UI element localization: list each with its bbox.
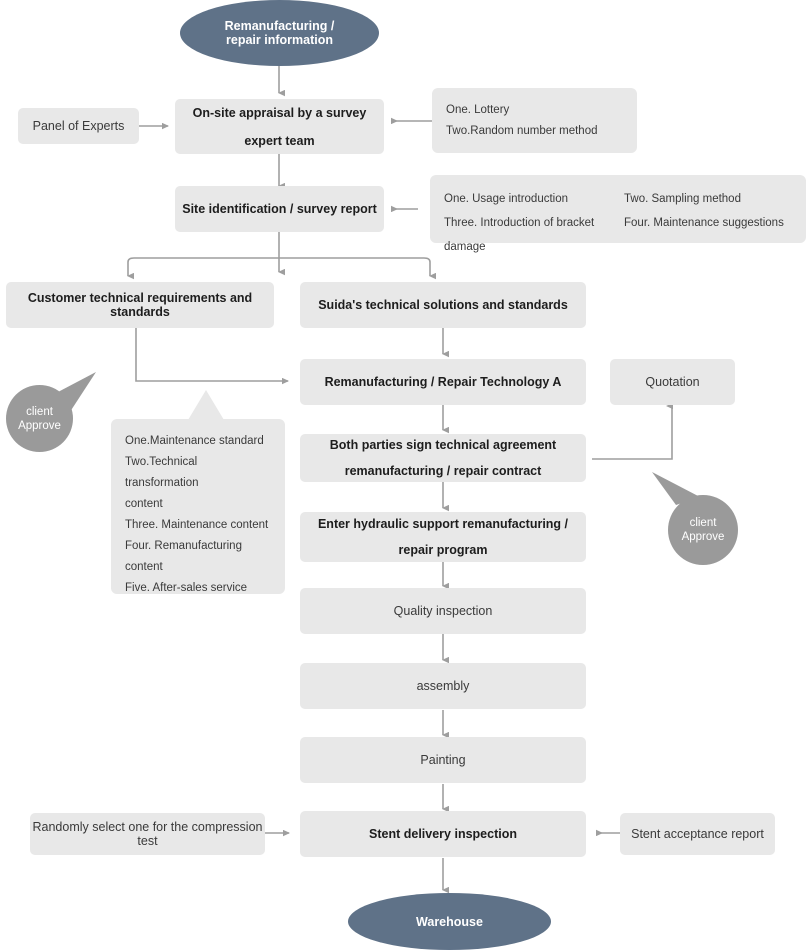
node-quality-inspection-label: Quality inspection bbox=[393, 604, 493, 618]
node-enter-program-line2: repair program bbox=[398, 543, 488, 557]
node-delivery-inspection bbox=[300, 811, 586, 857]
scope-item-6: Five. After-sales service bbox=[125, 582, 248, 594]
node-technology-a bbox=[300, 359, 586, 405]
callout-client-approve-left bbox=[6, 385, 73, 452]
node-warehouse-label: Warehouse bbox=[416, 914, 483, 929]
node-quotation bbox=[610, 359, 735, 405]
node-selection-methods bbox=[432, 88, 637, 153]
node-compression-test-label: Randomly select one for the compression test bbox=[32, 820, 263, 848]
callout-left-line2: Approve bbox=[18, 419, 61, 432]
scope-item-2: Two.Technical transformation bbox=[125, 456, 199, 489]
node-technical-agreement-line1: Both parties sign technical agreement bbox=[329, 438, 557, 452]
method-item-2: Two.Random number method bbox=[446, 125, 598, 137]
callout-right-line2: Approve bbox=[681, 531, 725, 543]
node-quotation-label: Quotation bbox=[645, 375, 700, 389]
node-customer-requirements-label: Customer technical requirements and standards bbox=[27, 291, 253, 319]
node-acceptance-report bbox=[620, 813, 775, 855]
node-start-line1: Remanufacturing / bbox=[224, 19, 335, 33]
scope-item-3: content bbox=[125, 498, 163, 510]
node-compression-test bbox=[30, 813, 265, 855]
node-painting bbox=[300, 737, 586, 783]
node-acceptance-report-label: Stent acceptance report bbox=[631, 827, 764, 841]
scope-item-1: One.Maintenance standard bbox=[125, 435, 264, 447]
node-assembly-label: assembly bbox=[416, 679, 470, 693]
callout-client-approve-right bbox=[668, 495, 738, 565]
method-item-1: One. Lottery bbox=[446, 104, 510, 116]
report-item-1: One. Usage introduction bbox=[444, 193, 569, 205]
callout-right-line1: client bbox=[689, 517, 717, 529]
node-technical-agreement bbox=[300, 434, 586, 482]
node-scope-list bbox=[111, 419, 285, 594]
report-item-2: Two. Sampling method bbox=[624, 193, 741, 205]
node-onsite-appraisal bbox=[175, 99, 384, 154]
node-start-line2: repair information bbox=[226, 33, 333, 47]
node-delivery-inspection-label: Stent delivery inspection bbox=[369, 827, 517, 841]
node-suida-solutions-label: Suida's technical solutions and standards bbox=[318, 298, 568, 312]
node-panel-of-experts bbox=[18, 108, 139, 144]
node-technical-agreement-line2: remanufacturing / repair contract bbox=[344, 464, 542, 478]
report-item-4: Four. Maintenance suggestions bbox=[624, 217, 784, 229]
node-technology-a-label: Remanufacturing / Repair Technology A bbox=[324, 375, 562, 389]
node-assembly bbox=[300, 663, 586, 709]
node-suida-solutions bbox=[300, 282, 586, 328]
callout-left-line1: client bbox=[26, 405, 53, 418]
node-enter-program bbox=[300, 512, 586, 562]
node-warehouse bbox=[348, 893, 551, 950]
node-customer-requirements bbox=[6, 282, 274, 328]
node-onsite-line1: On-site appraisal by a survey bbox=[192, 105, 367, 120]
node-site-identification bbox=[175, 186, 384, 232]
node-report-contents bbox=[430, 175, 806, 253]
node-panel-of-experts-label: Panel of Experts bbox=[32, 119, 125, 133]
node-start bbox=[180, 0, 379, 66]
node-enter-program-line1: Enter hydraulic support remanufacturing / bbox=[317, 517, 569, 531]
node-quality-inspection bbox=[300, 588, 586, 634]
node-painting-label: Painting bbox=[420, 753, 466, 767]
node-onsite-line2: expert team bbox=[244, 133, 315, 148]
scope-item-4: Three. Maintenance content bbox=[125, 519, 269, 531]
node-site-identification-label: Site identification / survey report bbox=[182, 202, 377, 216]
scope-item-5: Four. Remanufacturing content bbox=[125, 540, 242, 573]
report-item-3: Three. Introduction of bracket damage bbox=[444, 217, 595, 253]
